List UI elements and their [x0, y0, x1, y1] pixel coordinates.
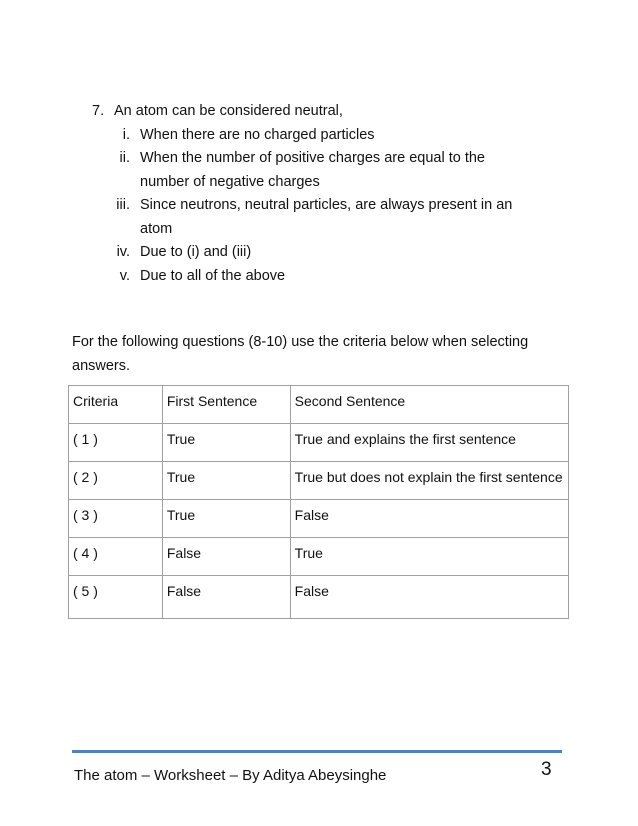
footer-divider — [72, 750, 562, 753]
table-cell: True — [290, 538, 568, 576]
header-cell: First Sentence — [162, 386, 290, 424]
table-cell: ( 3 ) — [69, 500, 163, 538]
question-stem — [92, 100, 572, 124]
table-cell: True — [162, 424, 290, 462]
page-number: 3 — [541, 759, 552, 780]
option-label: i. — [122, 126, 130, 143]
header-cell: Second Sentence — [290, 386, 568, 424]
option-v — [92, 265, 572, 289]
table-row — [69, 576, 569, 619]
table-cell: True — [162, 462, 290, 500]
table-header-row — [69, 386, 569, 424]
option-ii — [92, 147, 572, 194]
table-cell: False — [162, 576, 290, 619]
table-row — [69, 538, 569, 576]
table-cell: ( 4 ) — [69, 538, 163, 576]
header-cell: Criteria — [69, 386, 163, 424]
option-iv — [92, 241, 572, 265]
option-text: Due to all of the above — [140, 267, 286, 284]
table-cell: ( 5 ) — [69, 576, 163, 619]
table-cell: False — [290, 500, 568, 538]
option-label: iii. — [116, 197, 130, 213]
table-cell: True but does not explain the first sentence — [290, 462, 568, 500]
question-text: An atom can be considered neutral, — [114, 103, 343, 119]
table-cell: False — [162, 538, 290, 576]
criteria-table — [68, 385, 569, 619]
table-cell: ( 2 ) — [69, 462, 163, 500]
table-row — [69, 424, 569, 462]
table-row — [69, 462, 569, 500]
option-label: ii. — [119, 150, 130, 166]
option-text: When the number of positive charges are equal to the number of negative charges — [140, 150, 485, 190]
table-cell: True — [162, 500, 290, 538]
question-7 — [92, 100, 572, 288]
table-cell: ( 1 ) — [69, 424, 163, 462]
instructions-paragraph: For the following questions (8-10) use the criteria below when selecting answers. — [72, 334, 529, 374]
option-label: v. — [119, 267, 130, 284]
option-label: iv. — [116, 244, 130, 260]
answer-options — [92, 124, 572, 289]
footer-title: The atom – Worksheet – By Aditya Abeysinghe — [74, 767, 387, 784]
table-cell: True and explains the first sentence — [290, 424, 568, 462]
option-text: Since neutrons, neutral particles, are always present in an atom — [140, 197, 513, 237]
option-text: When there are no charged particles — [140, 126, 375, 143]
question-number: 7. — [92, 103, 105, 119]
option-i — [92, 124, 572, 148]
table-row — [69, 500, 569, 538]
option-text: Due to (i) and (iii) — [140, 244, 252, 260]
table-cell: False — [290, 576, 568, 619]
option-iii — [92, 194, 572, 241]
